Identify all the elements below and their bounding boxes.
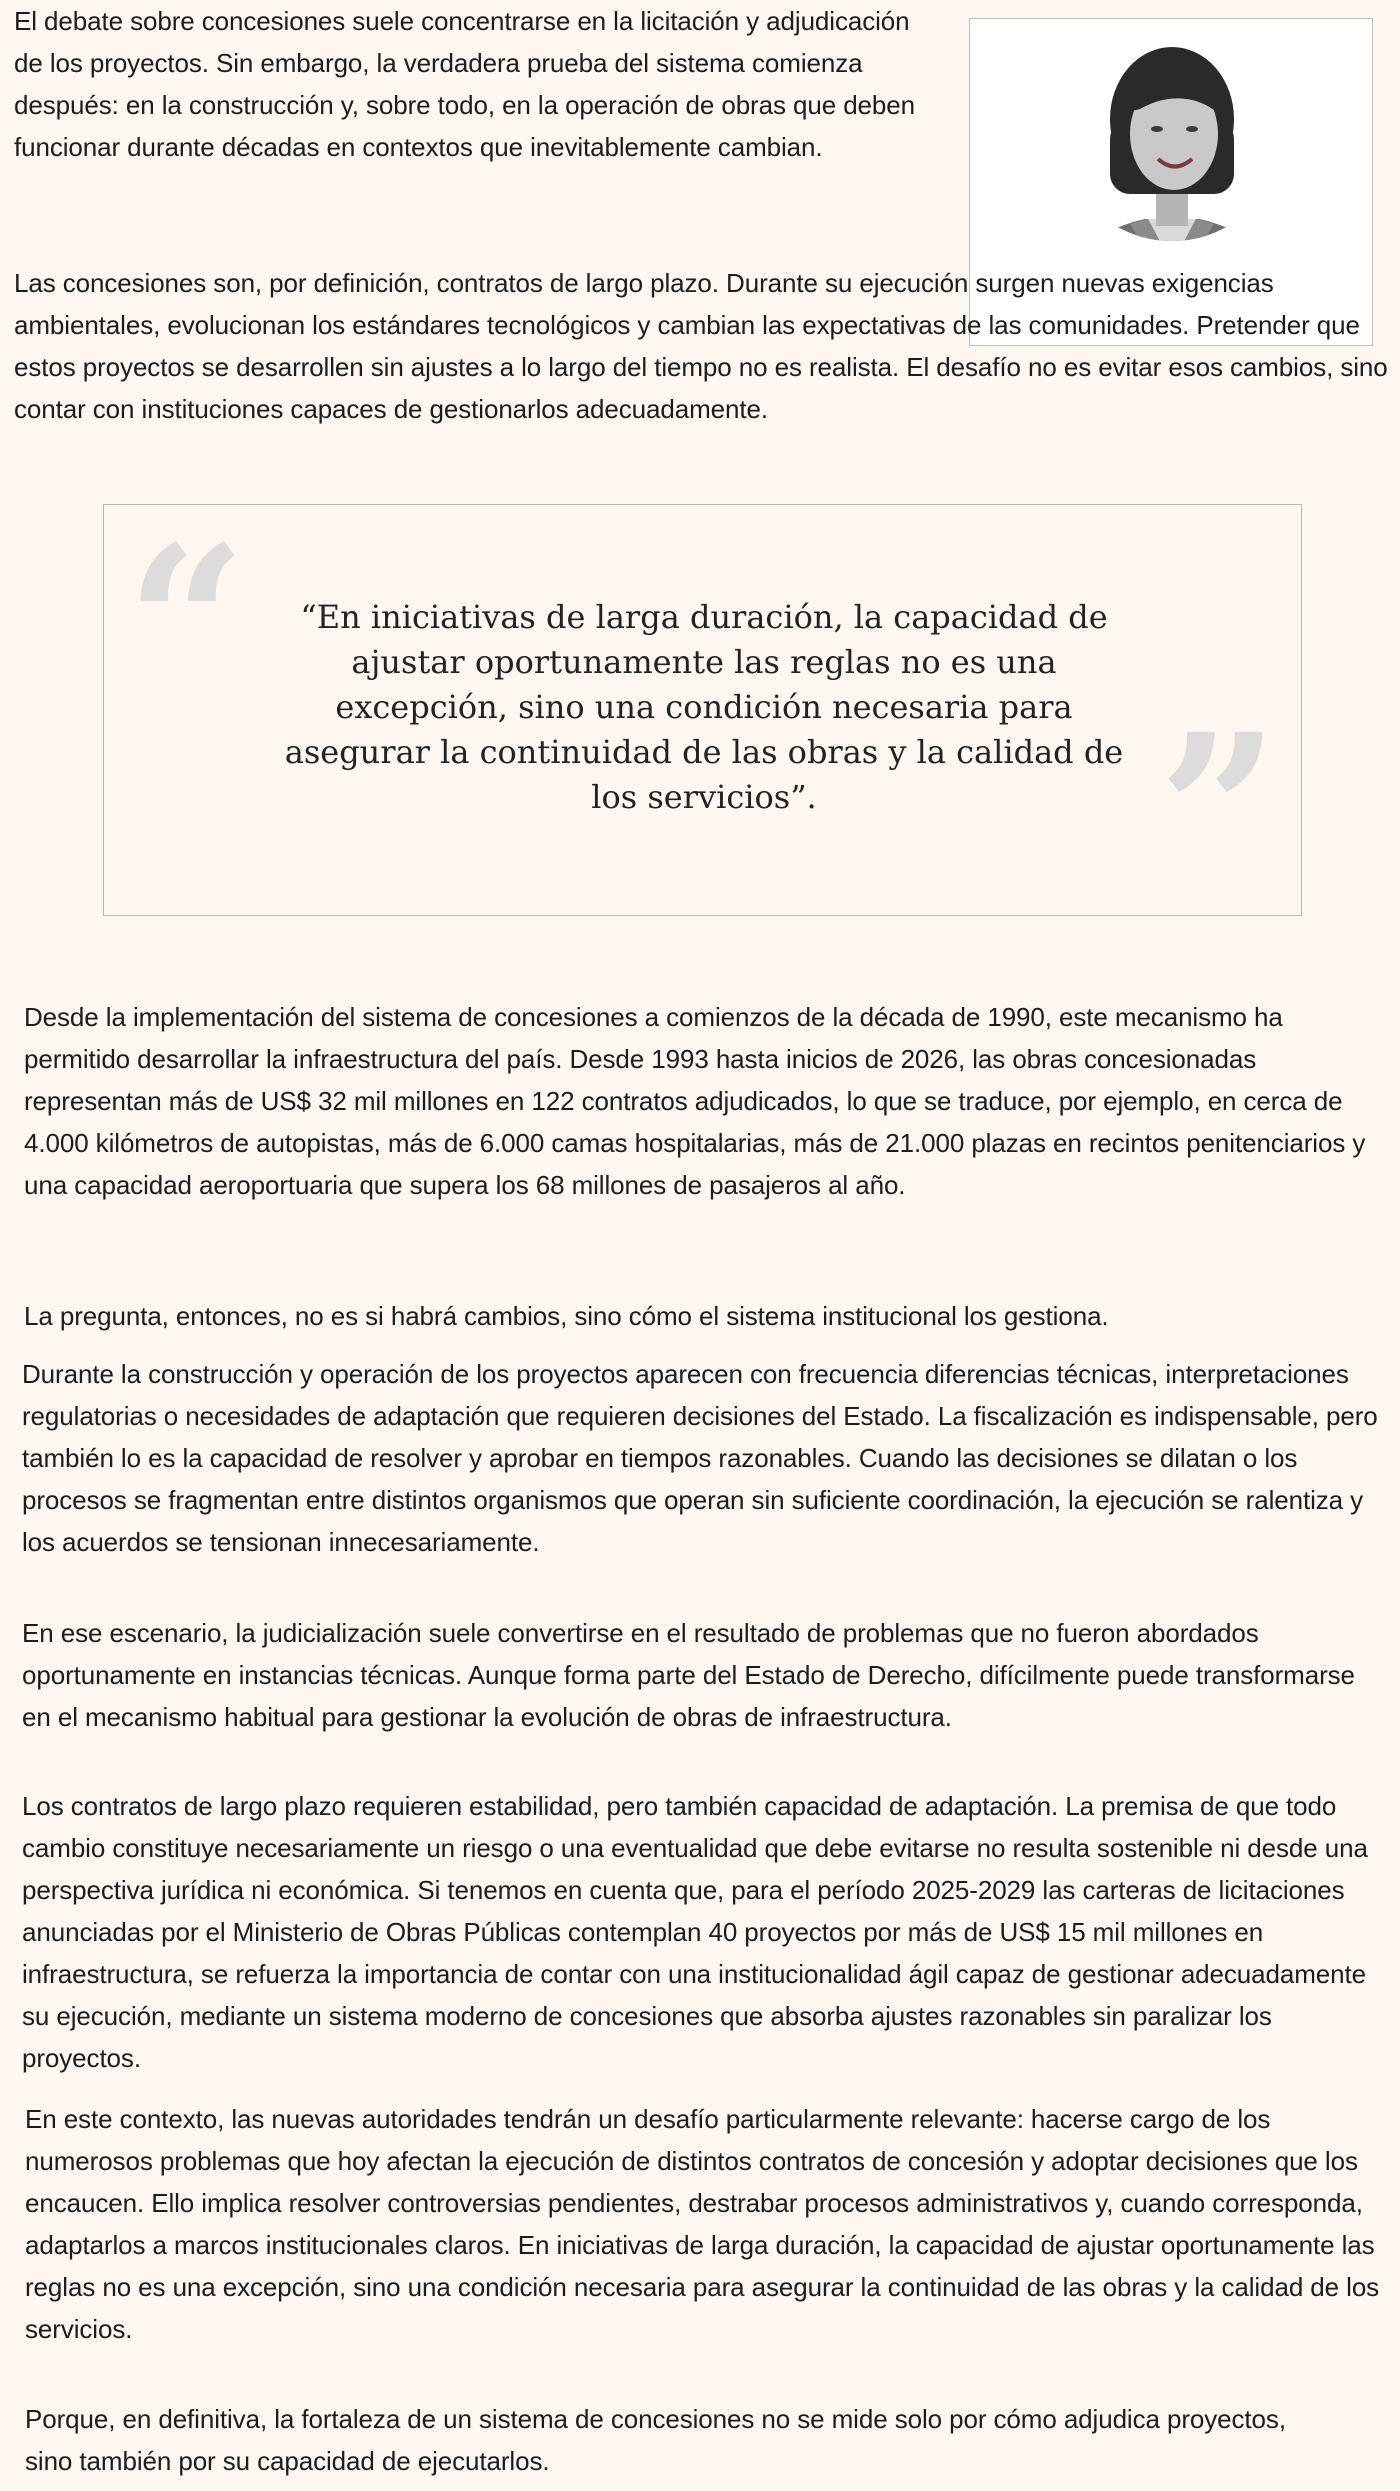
body-paragraph-7: Porque, en definitiva, la fortaleza de un sistema de concesiones no se mide solo por cómo adjudica proyectos, sino también por su capacidad de ejecutarlos. bbox=[25, 2404, 1286, 2476]
close-quote-icon: ” bbox=[1158, 688, 1279, 935]
pull-quote-text: “En iniciativas de larga duración, la capacidad de ajustar oportunamente las reglas no es una excepción, sino una condición necesaria para asegurar la continuidad de las obras y la calidad de los servicios”. bbox=[284, 598, 1124, 816]
body-paragraph-3: Durante la construcción y operación de los proyectos aparecen con frecuencia diferencias técnicas, interpretaciones regulatorias o necesidades de adaptación que requieren decisiones del Estado. La fiscalización es indispensable, pero también lo es la capacidad de resolver y aprobar en tiempos razonables. Cuando las decisiones se dilatan o los procesos se fragmentan entre distintos organismos que operan sin suficiente coordinación, la ejecución se ralentiza y los acuerdos se tensionan innecesariamente. bbox=[22, 1359, 1378, 1557]
intro-paragraph-1: El debate sobre concesiones suele concentrarse en la licitación y adjudicación de los proyectos. Sin embargo, la verdadera prueba del sistema comienza después: en la construcción y, sobre todo, en la operación de obras que deben funcionar durante décadas en contextos que inevitablemente cambian. bbox=[14, 6, 915, 162]
body-paragraph-6: En este contexto, las nuevas autoridades tendrán un desafío particularmente relevante: hacerse cargo de los numerosos problemas que hoy afectan la ejecución de distintos contratos de concesión y adoptar decisiones que los encaucen. Ello implica resolver controversias pendientes, destrabar procesos administrativos y, cuando corresponda, adaptarlos a marcos institucionales claros. En iniciativas de larga duración, la capacidad de ajustar oportunamente las reglas no es una excepción, sino una condición necesaria para asegurar la continuidad de las obras y la calidad de los servicios. bbox=[25, 2104, 1380, 2344]
body-paragraph-5: Los contratos de largo plazo requieren estabilidad, pero también capacidad de adaptación. La premisa de que todo cambio constituye necesariamente un riesgo o una eventualidad que debe evitarse no resulta sostenible ni desde una perspectiva jurídica ni económica. Si tenemos en cuenta que, para el período 2025-2029 las carteras de licitaciones anunciadas por el Ministerio de Obras Públicas contemplan 40 proyectos por más de US$ 15 mil millones en infraestructura, se refuerza la importancia de contar con una institucionalidad ágil capaz de gestionar adecuadamente su ejecución, mediante un sistema moderno de concesiones que absorba ajustes razonables sin paralizar los proyectos. bbox=[22, 1791, 1368, 2073]
open-quote-icon: “ bbox=[126, 500, 247, 747]
intro-paragraph-2: Las concesiones son, por definición, contratos de largo plazo. Durante su ejecución surgen nuevas exigencias ambientales, evolucionan los estándares tecnológicos y cambian las expectativas de las comunidades. Pretender que estos proyectos se desarrollen sin ajustes a lo largo del tiempo no es realista. El desafío no es evitar esos cambios, sino contar con instituciones capaces de gestionarlos adecuadamente. bbox=[14, 268, 1388, 424]
body-paragraph-4: En ese escenario, la judicialización suele convertirse en el resultado de problemas que no fueron abordados oportunamente en instancias técnicas. Aunque forma parte del Estado de Derecho, difícilmente puede transformarse en el mecanismo habitual para gestionar la evolución de obras de infraestructura. bbox=[22, 1618, 1355, 1732]
body-paragraph-1: Desde la implementación del sistema de concesiones a comienzos de la década de 1990, este mecanismo ha permitido desarrollar la infraestructura del país. Desde 1993 hasta inicios de 2026, las obras concesionadas representan más de US$ 32 mil millones en 122 contratos adjudicados, lo que se traduce, por ejemplo, en cerca de 4.000 kilómetros de autopistas, más de 6.000 camas hospitalarias, más de 21.000 plazas en recintos penitenciarios y una capacidad aeroportuaria que supera los 68 millones de pasajeros al año. bbox=[24, 1002, 1366, 1200]
pull-quote-box bbox=[103, 500, 1302, 935]
body-paragraph-2: La pregunta, entonces, no es si habrá cambios, sino cómo el sistema institucional los gestiona. bbox=[24, 1301, 1109, 1331]
